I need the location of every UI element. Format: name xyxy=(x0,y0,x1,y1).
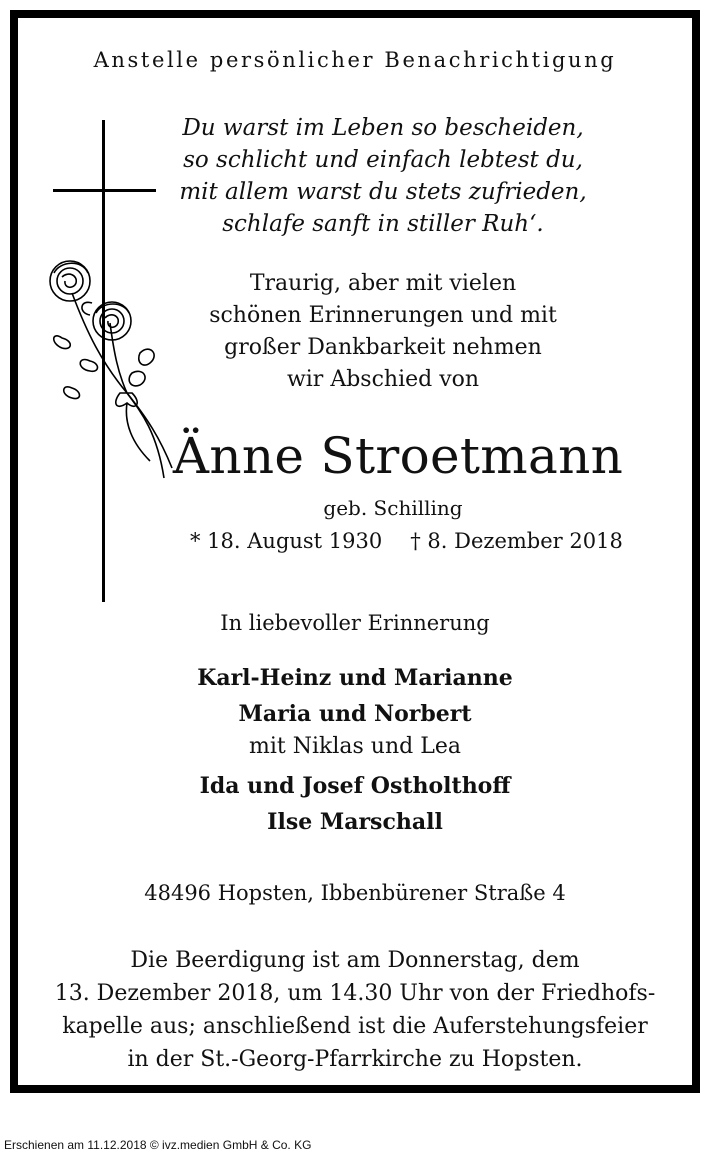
life-dates xyxy=(138,526,678,556)
intro-line: schönen Erinnerungen und mit xyxy=(209,303,557,328)
intro-text xyxy=(138,268,628,396)
maiden-name: geb. Schilling xyxy=(323,496,463,520)
address: 48496 Hopsten, Ibbenbürener Straße 4 xyxy=(144,881,566,905)
funeral-line: kapelle aus; anschließend ist die Auferstehungsfeier xyxy=(62,1014,648,1039)
funeral-info xyxy=(18,944,692,1076)
mourner-name: Ida und Josef Ostholthoff xyxy=(199,773,511,799)
funeral-line: Die Beerdigung ist am Donnerstag, dem xyxy=(130,948,580,973)
obituary-notice xyxy=(10,10,700,1093)
intro-line: großer Dankbarkeit nehmen xyxy=(224,335,542,360)
poem xyxy=(138,112,628,240)
death-date: † 8. Dezember 2018 xyxy=(410,529,623,553)
remembrance-line: In liebevoller Erinnerung xyxy=(220,611,490,635)
birth-date: * 18. August 1930 xyxy=(190,529,383,553)
mourner-subline: mit Niklas und Lea xyxy=(249,734,461,759)
intro-line: wir Abschied von xyxy=(286,367,480,392)
mourner-name: Ilse Marschall xyxy=(267,809,443,835)
mourner-name: Karl-Heinz und Marianne xyxy=(197,665,513,691)
funeral-line: 13. Dezember 2018, um 14.30 Uhr von der Friedhofs- xyxy=(54,981,656,1006)
mourner-name: Maria und Norbert xyxy=(238,701,472,727)
notice-header: Anstelle persönlicher Benachrichtigung xyxy=(93,48,617,72)
poem-line: mit allem warst du stets zufrieden, xyxy=(179,179,587,205)
intro-line: Traurig, aber mit vielen xyxy=(249,271,517,296)
publication-footer: Erschienen am 11.12.2018 © ivz.medien GmbH & Co. KG xyxy=(4,1138,312,1152)
poem-line: so schlicht und einfach lebtest du, xyxy=(183,147,583,173)
funeral-line: in der St.-Georg-Pfarrkirche zu Hopsten. xyxy=(127,1047,583,1072)
deceased-name: Änne Stroetmann xyxy=(172,427,624,485)
poem-line: schlafe sanft in stiller Ruh‘. xyxy=(222,211,544,237)
poem-line: Du warst im Leben so bescheiden, xyxy=(182,115,584,141)
mourners-list xyxy=(18,660,692,840)
